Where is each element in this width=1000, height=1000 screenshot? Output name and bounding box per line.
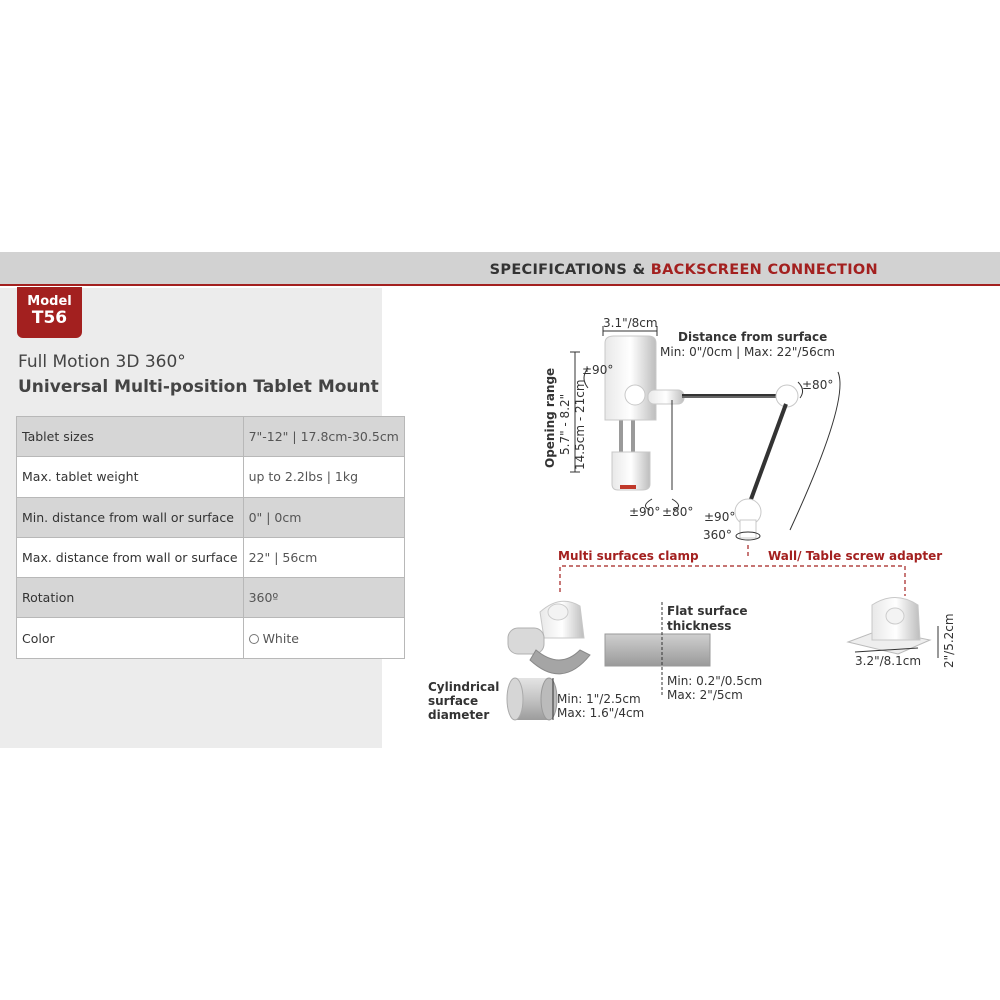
cyl-title-line2: surface [428,694,479,708]
model-badge [17,287,82,338]
spec-label: Color [17,618,244,658]
rotation-base-label: ±90° [704,510,736,524]
table-row [17,457,405,497]
table-row [17,497,405,537]
adapter-label: Wall/ Table screw adapter [768,549,943,563]
rotation-bottom-1-label: ±90° [629,505,661,519]
holder-bottom-clamp [612,452,650,490]
cyl-title-line3: diameter [428,708,490,722]
flat-title-line1: Flat surface [667,604,748,618]
arm-base-stem [740,520,756,538]
product-diagram [382,288,1000,748]
holder-brand-tag [620,485,636,489]
header-title-part1: SPECIFICATIONS & [489,262,651,278]
cyl-title-line1: Cylindrical [428,680,500,694]
header-title-part2: BACKSCREEN CONNECTION [650,262,878,278]
spec-label: Max. tablet weight [17,457,244,497]
spec-table [16,416,405,659]
arm-lower [750,404,786,502]
table-row [17,537,405,577]
spec-value: 0" | 0cm [243,497,404,537]
flat-max-label: Max: 2"/5cm [667,688,743,702]
tablet-holder-illustration [605,336,656,490]
model-label: Model [27,294,72,309]
spec-value: 22" | 56cm [243,537,404,577]
table-row [17,618,405,658]
screw-adapter-illustration [848,598,938,659]
spec-label: Tablet sizes [17,417,244,457]
spec-label: Rotation [17,578,244,618]
arm-elbow-joint [776,385,798,407]
distance-title: Distance from surface [678,330,828,344]
rotation-head-label: ±90° [582,363,614,377]
arm-joint-head [648,390,684,404]
distance-value: Min: 0"/0cm | Max: 22"/56cm [660,345,835,359]
multi-surface-clamp-illustration [508,601,590,674]
cylinder-illustration [507,678,557,720]
section-header-bar [0,252,1000,286]
product-title: Universal Multi-position Tablet Mount [18,377,379,397]
holder-pivot [625,385,645,405]
opening-range-title: Opening range [543,367,557,468]
spec-label: Min. distance from wall or surface [17,497,244,537]
spec-value: up to 2.2lbs | 1kg [243,457,404,497]
cyl-max-label: Max: 1.6"/4cm [557,706,645,720]
white-circle-icon [249,634,259,644]
product-subtitle: Full Motion 3D 360° [18,352,186,372]
model-number: T56 [31,308,68,328]
flat-min-label: Min: 0.2"/0.5cm [667,674,763,688]
cyl-min-label: Min: 1"/2.5cm [557,692,641,706]
spec-value-color [243,618,404,658]
table-row [17,417,405,457]
rotation-elbow-label: ±80° [802,378,834,392]
clamp-label: Multi surfaces clamp [558,549,699,563]
table-row [17,578,405,618]
spec-value: 360º [243,578,404,618]
holder-top-clamp [605,336,656,420]
spec-value: 7"-12" | 17.8cm-30.5cm [243,417,404,457]
color-value-text: White [262,630,299,646]
adapter-height-label: 2"/5.2cm [942,613,956,668]
rotation-360-label: 360° [703,528,732,542]
flat-title-line2: thickness [667,619,732,633]
opening-range-inches: 5.7" - 8.2" [558,393,572,455]
section-header-title [490,262,878,278]
adapter-width-label: 3.2"/8.1cm [855,654,922,668]
opening-range-cm: 14.5cm - 21cm [573,379,587,470]
spec-label: Max. distance from wall or surface [17,537,244,577]
rotation-bottom-2-label: ±80° [662,505,694,519]
holder-width-label: 3.1"/8cm [603,316,658,330]
